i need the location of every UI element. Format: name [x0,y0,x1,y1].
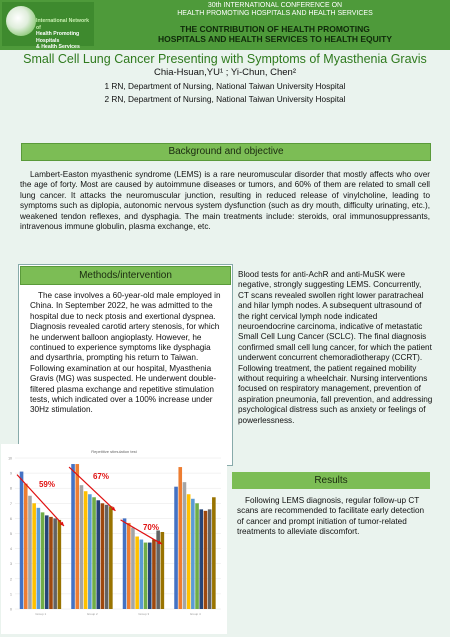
chart-y-tick-label: 6 [10,516,12,521]
chart-y-tick-label: 3 [10,562,12,567]
chart-bar [53,518,57,609]
affiliation-2: 2 RN, Department of Nursing, National Taiwan University Hospital [104,94,346,104]
chart-bar [88,494,92,609]
chart-category-label: Group 2 [86,612,98,616]
conference-line1: 30th INTERNATIONAL CONFERENCE ON [207,2,343,9]
chart-bar [28,496,32,609]
chart-bar [131,527,135,609]
chart-bar [80,485,84,609]
chart-bar [144,543,148,609]
chart-bar [152,540,156,609]
chart-y-tick-label: 1 [10,592,12,597]
chart-bar [92,497,96,609]
chart-y-tick-label: 2 [10,577,12,582]
chart-bar [127,523,131,609]
poster-title: Small Cell Lung Cancer Presenting with Symptoms of Myasthenia Gravis [23,52,427,66]
chart-bar [101,503,105,609]
chart-bar [174,487,178,609]
chart-bar [183,482,187,609]
chart-annotation: 59% [38,480,56,489]
chart-bar [187,494,191,609]
chart-bar [20,472,24,609]
repetitive-stimulation-chart [1,444,227,634]
chart-bar [178,467,182,609]
chart-bar [212,497,216,609]
chart-bar [24,484,28,609]
chart-bar [135,537,139,609]
chart-annotation: 67% [92,472,110,481]
results-heading: Results [232,472,430,489]
chart-y-tick-label: 7 [10,501,12,506]
chart-bar [71,464,75,609]
theme-line2: HOSPITALS AND HEALTH SERVICES TO HEALTH EQUITY [157,34,393,44]
logo-text-line1: International Network of [36,18,90,31]
results-text: Following LEMS diagnosis, regular follow-up CT scans are recommended to facilitate early detection of cancer and prompt initiation of tumor-related treatments to alleviate discomfort. [237,496,425,537]
chart-y-tick-label: 9 [10,471,12,476]
globe-icon [6,6,36,36]
chart-bar [58,520,62,609]
chart-bar [49,517,53,609]
chart-bar [37,508,41,609]
chart-bar [148,543,152,609]
chart-category-label: Group 3 [138,612,150,616]
conference-line2: HEALTH PROMOTING HOSPITALS AND HEALTH SERVICES [177,10,373,17]
conference-theme [100,24,450,44]
chart-bar [109,506,113,609]
chart-bar [123,518,127,609]
chart-bar [41,512,45,609]
chart-y-tick-label: 5 [10,532,12,536]
methods-text: The case involves a 60-year-old male employed in China. In September 2022, he was admitted to the hospital due to neck ptosis and exertional dyspnea. Diagnosis revealed carotid artery stenosis, for which he underwent balloon angioplasty. However, he continued to experience symptoms like dysphagia and dysarthria, prompting his return to Taiwan. Following examination at our hospital, Myasthenia Gravis (MG) was suspected. He underwent double-filtered plasma exchange and repetitive stimulation tests, which indicated over a 100% increase under 30Hz stimulation. [30,291,221,415]
chart-y-tick-label: 8 [10,486,12,491]
chart-bar [75,464,79,609]
right-column-text: Blood tests for anti-AchR and anti-MuSK were negative, strongly suggesting LEMS. Concurrently, CT scans revealed swollen right lower paratracheal and hilar lymph nodes. A subsequent ultrasound of the right cervical lymph node indicated neuroendocrine carcinoma, indicative of metastatic Small Cell Lung Cancer (SCLC). The final diagnosis confirmed small cell lung cancer, for which the patient underwent concurrent chemoradiotherapy (CCRT). Following treatment, the patient regained mobility without requiring a wheelchair. Nursing interventions focused on respiratory management, prevention of aspiration pneumonia, fall prevention, and addressing psychological distress such as anxiety or feelings of powerlessness. [238,270,433,425]
logo-text-line3: & Health Services [36,44,80,50]
chart-bar [199,509,203,609]
chart-y-tick-label: 4 [10,547,12,552]
chart-bar [204,511,208,609]
affiliation-1: 1 RN, Department of Nursing, National Taiwan University Hospital [104,81,346,91]
chart-bar [84,491,88,609]
chart-bar [32,503,36,609]
chart-bar [195,503,199,609]
chart-y-tick-label: 0 [10,607,12,612]
chart-category-label: Group 4 [189,612,201,616]
theme-line1: THE CONTRIBUTION OF HEALTH PROMOTING [180,24,370,34]
chart-y-tick-label: 10 [8,456,12,461]
conference-name [110,2,440,18]
chart-bar [105,505,109,609]
background-heading: Background and objective [21,143,431,161]
chart-bar [45,515,49,609]
logo-text-line2: Health Promoting Hospitals [36,31,80,44]
logo-text [36,18,94,51]
conference-logo [2,2,94,50]
methods-heading: Methods/intervention [20,266,231,285]
chart-annotation: 70% [142,523,160,532]
chart-bar [208,509,212,609]
chart-bar [96,500,100,609]
chart-bar [191,499,195,609]
chart-title: Repetitive stimulation test [91,449,137,454]
chart-category-label: Group 1 [35,612,47,616]
background-text: Lambert-Easton myasthenic syndrome (LEMS) is a rare neuromuscular disorder that mostly affects who over the age of forty. Most are caused by autoimmune diseases or tumors, and 60% of them are related to small cell lung cancer. It attacks the neuromuscular junction, resulting in reduced release of vinylcholine, leading to symptoms such as diplopia, autonomic nervous system dysfunction (such as dry mouth, difficulty urinating, etc.), weakened tendon reflexes, and dysphagia. The main treatments include: steroids, oral immunosuppressants, intravenous immune globulin, plasma exchange, etc. [20,170,430,232]
chart-bar [140,540,144,609]
authors: Chia-Hsuan,YU¹ ; Yi-Chun, Chen² [153,67,297,78]
